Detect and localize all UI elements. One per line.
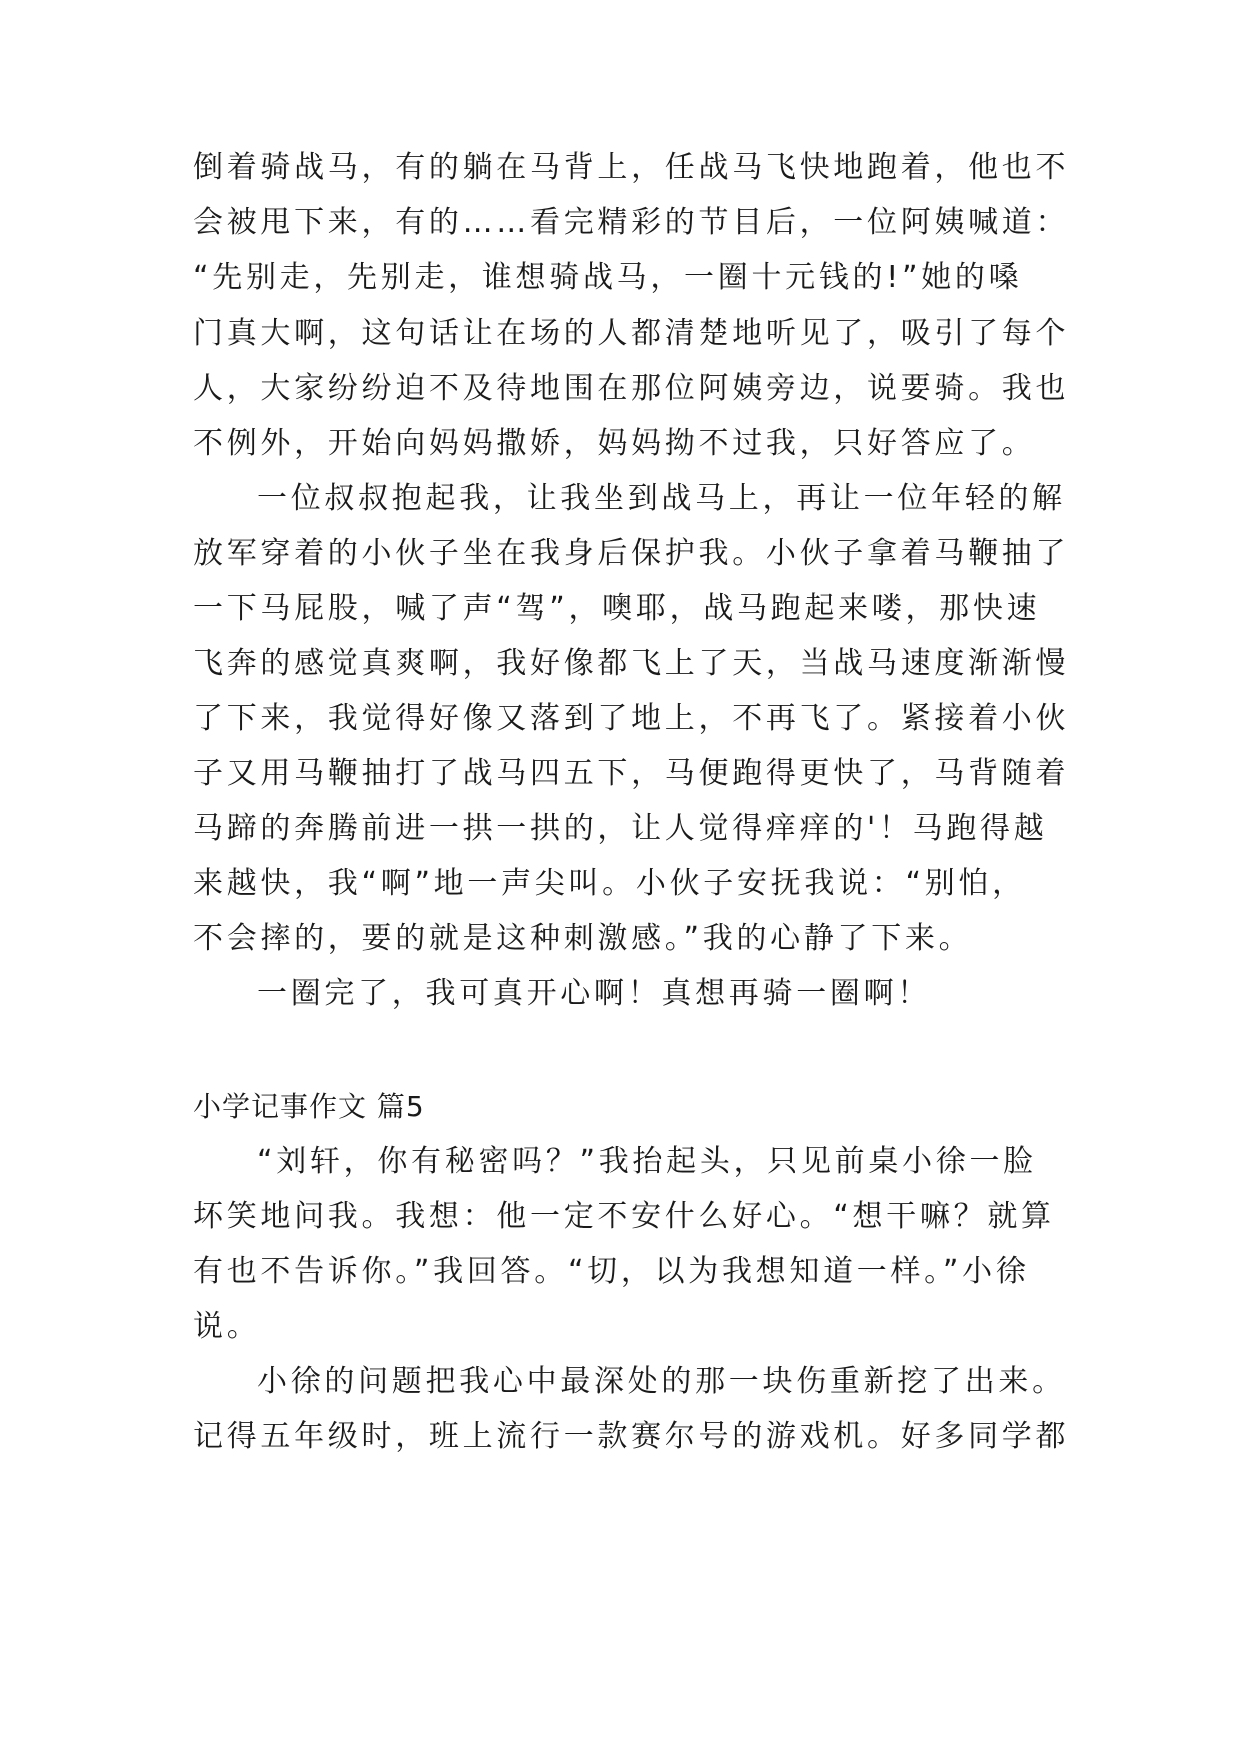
paragraph-line: 放军穿着的小伙子坐在我身后保护我。小伙子拿着马鞭抽了 (193, 536, 1070, 571)
paragraph-line: 小徐的问题把我心中最深处的那一块伤重新挖了出来。 (257, 1364, 1066, 1399)
paragraph-line: 飞奔的感觉真爽啊，我好像都飞上了天，当战马速度渐渐慢 (193, 646, 1070, 681)
paragraph-line: 门真大啊，这句话让在场的人都清楚地听见了，吸引了每个 (193, 316, 1070, 351)
paragraph-line: 有也不告诉你。”我回答。“切，以为我想知道一样。”小徐 (193, 1254, 1030, 1289)
paragraph-line: 来越快，我“啊”地一声尖叫。小伙子安抚我说：“别怕， (193, 866, 1026, 901)
paragraph-line: 一圈完了，我可真开心啊！真想再骑一圈啊！ (257, 976, 931, 1011)
paragraph-line: 不会摔的，要的就是这种刺激感。”我的心静了下来。 (193, 921, 973, 956)
paragraph-line: “先别走，先别走，谁想骑战马，一圈十元钱的!”她的嗓 (193, 260, 1023, 295)
paragraph-line: 坏笑地问我。我想：他一定不安什么好心。“想干嘛？就算 (193, 1199, 1055, 1234)
section-heading: 小学记事作文 篇5 (193, 1090, 425, 1123)
paragraph-line: 倒着骑战马，有的躺在马背上，任战马飞快地跑着，他也不 (193, 150, 1070, 185)
paragraph-line: 不例外，开始向妈妈撒娇，妈妈拗不过我，只好答应了。 (193, 426, 1036, 461)
paragraph-line: 人，大家纷纷迫不及待地围在那位阿姨旁边，说要骑。我也 (193, 371, 1070, 406)
paragraph-line: 记得五年级时，班上流行一款赛尔号的游戏机。好多同学都 (193, 1419, 1070, 1454)
paragraph-line: “刘轩，你有秘密吗？”我抬起头，只见前桌小徐一脸 (257, 1144, 1037, 1179)
paragraph-line: 马蹄的奔腾前进一拱一拱的，让人觉得痒痒的'！马跑得越 (193, 811, 1048, 846)
paragraph-line: 会被甩下来，有的……看完精彩的节目后，一位阿姨喊道： (193, 205, 1070, 240)
paragraph-line: 了下来，我觉得好像又落到了地上，不再飞了。紧接着小伙 (193, 701, 1070, 736)
paragraph-line: 子又用马鞭抽打了战马四五下，马便跑得更快了，马背随着 (193, 756, 1070, 791)
paragraph-line: 一位叔叔抱起我，让我坐到战马上，再让一位年轻的解 (257, 481, 1066, 516)
paragraph-line: 说。 (193, 1309, 261, 1344)
paragraph-line: 一下马屁股，喊了声“驾”，噢耶，战马跑起来喽，那快速 (193, 591, 1041, 626)
